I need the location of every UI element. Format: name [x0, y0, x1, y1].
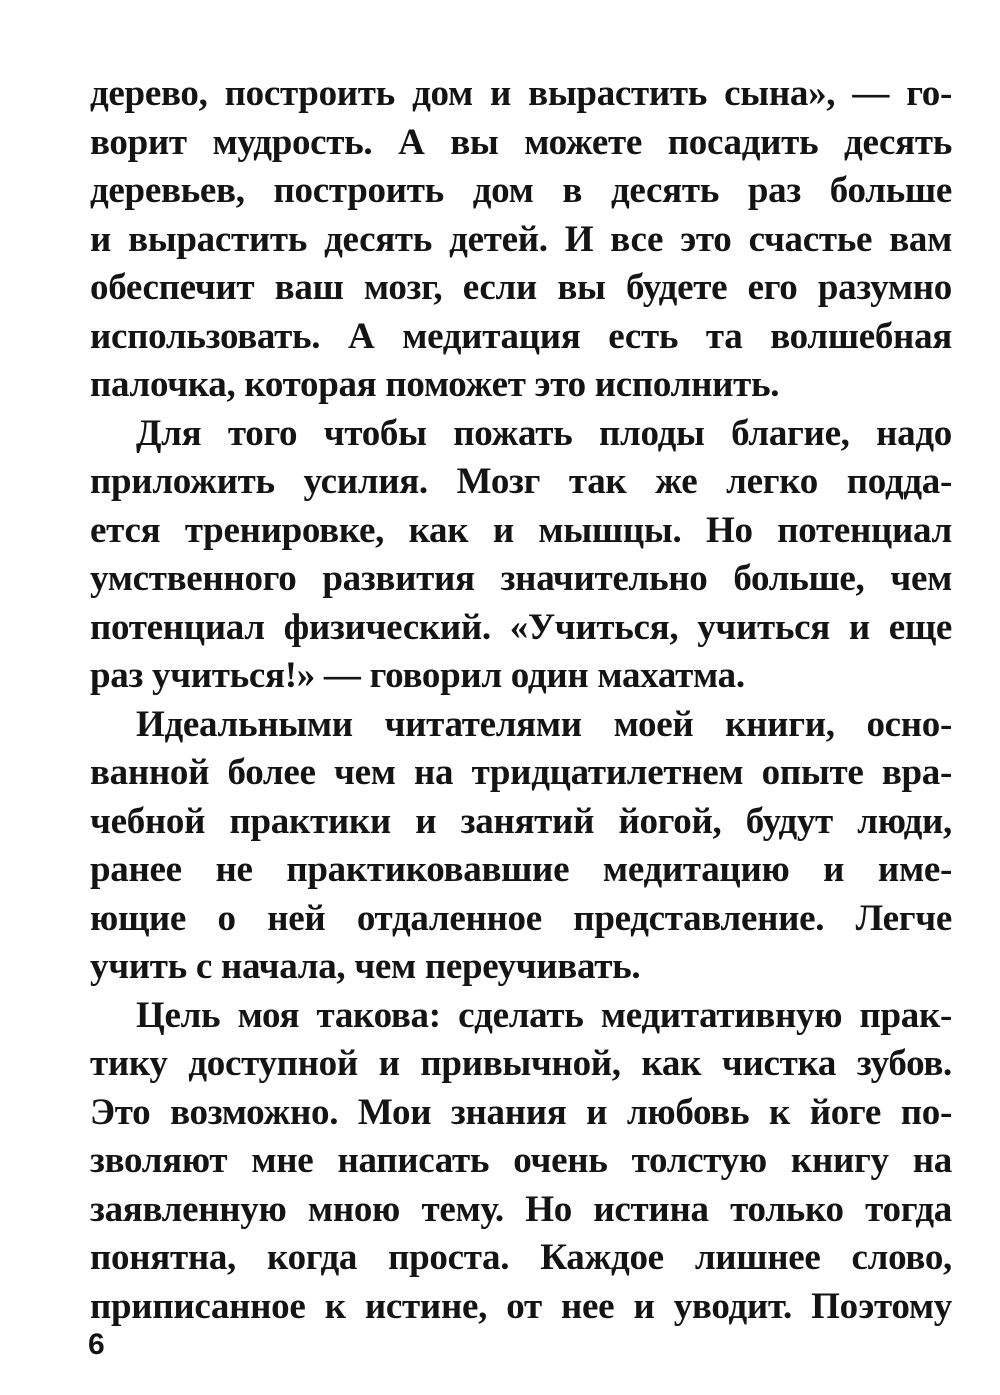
text-line: потенциал физический. «Учиться, учиться и еще	[90, 606, 952, 648]
text-line: деревьев, построить дом в десять раз больше	[90, 170, 952, 211]
text-line: ворит мудрость. А вы можете посадить десять	[90, 121, 952, 163]
page-number: 6	[88, 1328, 105, 1361]
text-line: Это возможно. Мои знания и любовь к йоге по-	[90, 1091, 952, 1133]
text-line: Цель моя такова: сделать медитативную прак-	[136, 994, 952, 1036]
text-line: чебной практики и занятий йогой, будут люди,	[90, 800, 952, 842]
text-line: ется тренировке, как и мышцы. Но потенциал	[90, 509, 952, 551]
text-line: раз учиться!» — говорил один махатма.	[90, 655, 745, 696]
text-line: зволяют мне написать очень толстую книгу на	[90, 1140, 952, 1181]
text-line: ранее не практиковавшие медитацию и име-	[90, 849, 952, 890]
text-line: приложить усилия. Мозг так же легко подда-	[90, 461, 952, 502]
text-line: ющие о ней отдаленное представление. Легче	[90, 897, 952, 939]
text-line: приписанное к истине, от нее и уводит. Поэтому	[90, 1285, 952, 1327]
text-line: Для того чтобы пожать плоды благие, надо	[136, 412, 952, 454]
text-line: и вырастить десять детей. И все это счастье вам	[90, 218, 952, 260]
text-line: понятна, когда проста. Каждое лишнее слово,	[90, 1237, 952, 1278]
text-line: обеспечит ваш мозг, если вы будете его разумно	[90, 267, 952, 308]
text-line: ванной более чем на тридцатилетнем опыте вра-	[90, 752, 952, 793]
text-line: Идеальными читателями моей книги, осно-	[136, 703, 952, 745]
text-line: палочка, которая поможет это исполнить.	[90, 364, 780, 405]
text-line: использовать. А медитация есть та волшебная	[90, 315, 952, 357]
text-line: дерево, построить дом и вырастить сына», — го-	[90, 73, 952, 114]
body-text	[90, 70, 952, 1331]
text-line: тику доступной и привычной, как чистка зубов.	[90, 1043, 952, 1084]
text-line: заявленную мною тему. Но истина только тогда	[90, 1188, 952, 1230]
text-line: учить с начала, чем переучивать.	[90, 946, 641, 987]
text-line: умственного развития значительно больше, чем	[90, 558, 952, 599]
